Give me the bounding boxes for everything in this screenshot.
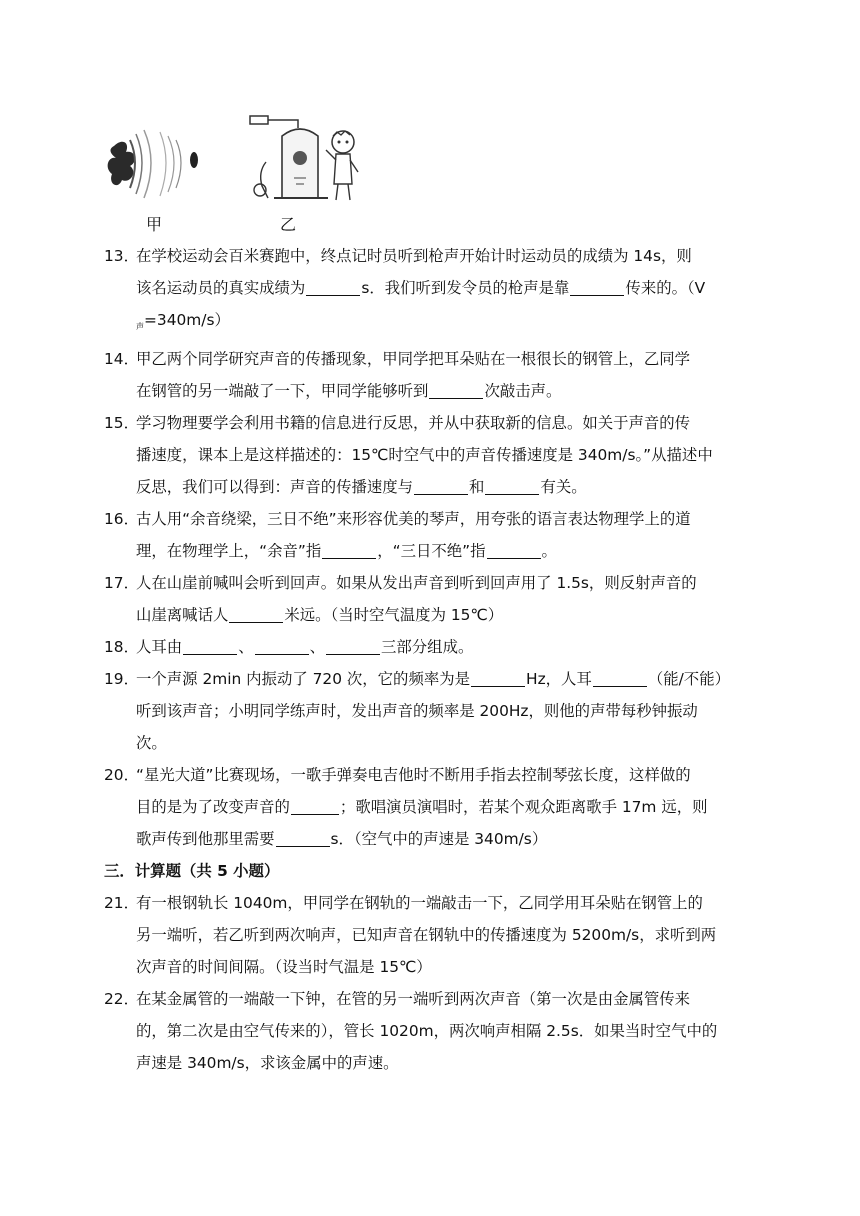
answer-blank[interactable]: [471, 667, 525, 687]
question-20: 20． “星光大道”比赛现场，一歌手弹奏电吉他时不断用手指去控制琴弦长度，这样做的 目的是为了改变声音的 ；歌唱演员演唱时，若某个观众距离歌手 17m 远，则 歌声传到他那里需要 s．（空气中的声速是 340m/s）: [104, 759, 764, 855]
answer-blank[interactable]: [414, 475, 468, 495]
question-19: 19． 一个声源 2min 内振动了 720 次，它的频率为是 Hz，人耳 （能/不能） 听到该声音；小明同学练声时，发出声音的频率是 200Hz，则他的声带每秒钟振动 次。: [104, 663, 764, 759]
figure-label-jia: 甲: [146, 215, 163, 234]
answer-blank[interactable]: [276, 827, 330, 847]
figure-label-yi: 乙: [280, 215, 297, 234]
question-number: 17．: [104, 574, 139, 592]
question-13: 13． 在学校运动会百米赛跑中，终点记时员听到枪声开始计时运动员的成绩为 14s，则 该名运动员的真实成绩为 s．我们听到发令员的枪声是靠 传来的。（V $_声$=340m/s）: [104, 240, 764, 343]
question-number: 19．: [104, 670, 139, 688]
answer-blank[interactable]: [487, 539, 541, 559]
question-14: 14． 甲乙两个同学研究声音的传播现象，甲同学把耳朵贴在一根很长的钢管上，乙同学 在钢管的另一端敲了一下，甲同学能够听到 次敲击声。: [104, 343, 764, 407]
question-21: 21． 有一根钢轨长 1040m，甲同学在钢轨的一端敲击一下，乙同学用耳朵贴在钢管上的 另一端听，若乙听到两次响声，已知声音在钢轨中的传播速度为 5200m/s，求听到两 次声音的时间间隔。（设当时气温是 15℃）: [104, 887, 764, 983]
question-number: 16．: [104, 510, 139, 528]
answer-blank[interactable]: [570, 276, 624, 296]
section-title-calculation: 三．计算题（共 5 小题）: [104, 862, 280, 880]
answer-blank[interactable]: [291, 795, 339, 815]
question-22: 22． 在某金属管的一端敲一下钟，在管的另一端听到两次声音（第一次是由金属管传来 的，第二次是由空气传来的），管长 1020m，两次响声相隔 2.5s．如果当时空气中的 声速是 340m/s，求该金属中的声速。: [104, 983, 764, 1079]
question-number: 14．: [104, 350, 139, 368]
answer-blank[interactable]: [593, 667, 647, 687]
answer-blank[interactable]: [485, 475, 539, 495]
figure-area: [100, 100, 370, 240]
question-number: 13．: [104, 247, 139, 265]
answer-blank[interactable]: [322, 539, 376, 559]
figure-jia-sound-waves: [100, 110, 210, 220]
question-number: 21．: [104, 894, 139, 912]
question-17: 17． 人在山崖前喊叫会听到回声。如果从发出声音到听到回声用了 1.5s，则反射声音的 山崖离喊话人 米远。（当时空气温度为 15℃）: [104, 567, 764, 631]
answer-blank[interactable]: [229, 603, 283, 623]
question-number: 15．: [104, 414, 139, 432]
question-number: 20．: [104, 766, 139, 784]
question-15: 15． 学习物理要学会利用书籍的信息进行反思，并从中获取新的信息。如关于声音的传 播速度，课本上是这样描述的：15℃时空气中的声音传播速度是 340m/s。”从描述中 反思，我们可以得到：声音的传播速度与 和 有关。: [104, 407, 764, 503]
question-list: [104, 240, 764, 1079]
question-16: 16． 古人用“余音绕梁，三日不绝”来形容优美的琴声，用夸张的语言表达物理学上的道 理，在物理学上，“余音”指 ，“三日不绝”指 。: [104, 503, 764, 567]
answer-blank[interactable]: [255, 635, 309, 655]
question-number: 18．: [104, 638, 139, 656]
answer-blank[interactable]: [183, 635, 237, 655]
answer-blank[interactable]: [306, 276, 360, 296]
figure-yi-bell-jar-apparatus: [238, 102, 368, 212]
answer-blank[interactable]: [326, 635, 380, 655]
answer-blank[interactable]: [429, 379, 483, 399]
question-number: 22．: [104, 990, 139, 1008]
question-18: 18． 人耳由 、 、 三部分组成。: [104, 631, 764, 663]
